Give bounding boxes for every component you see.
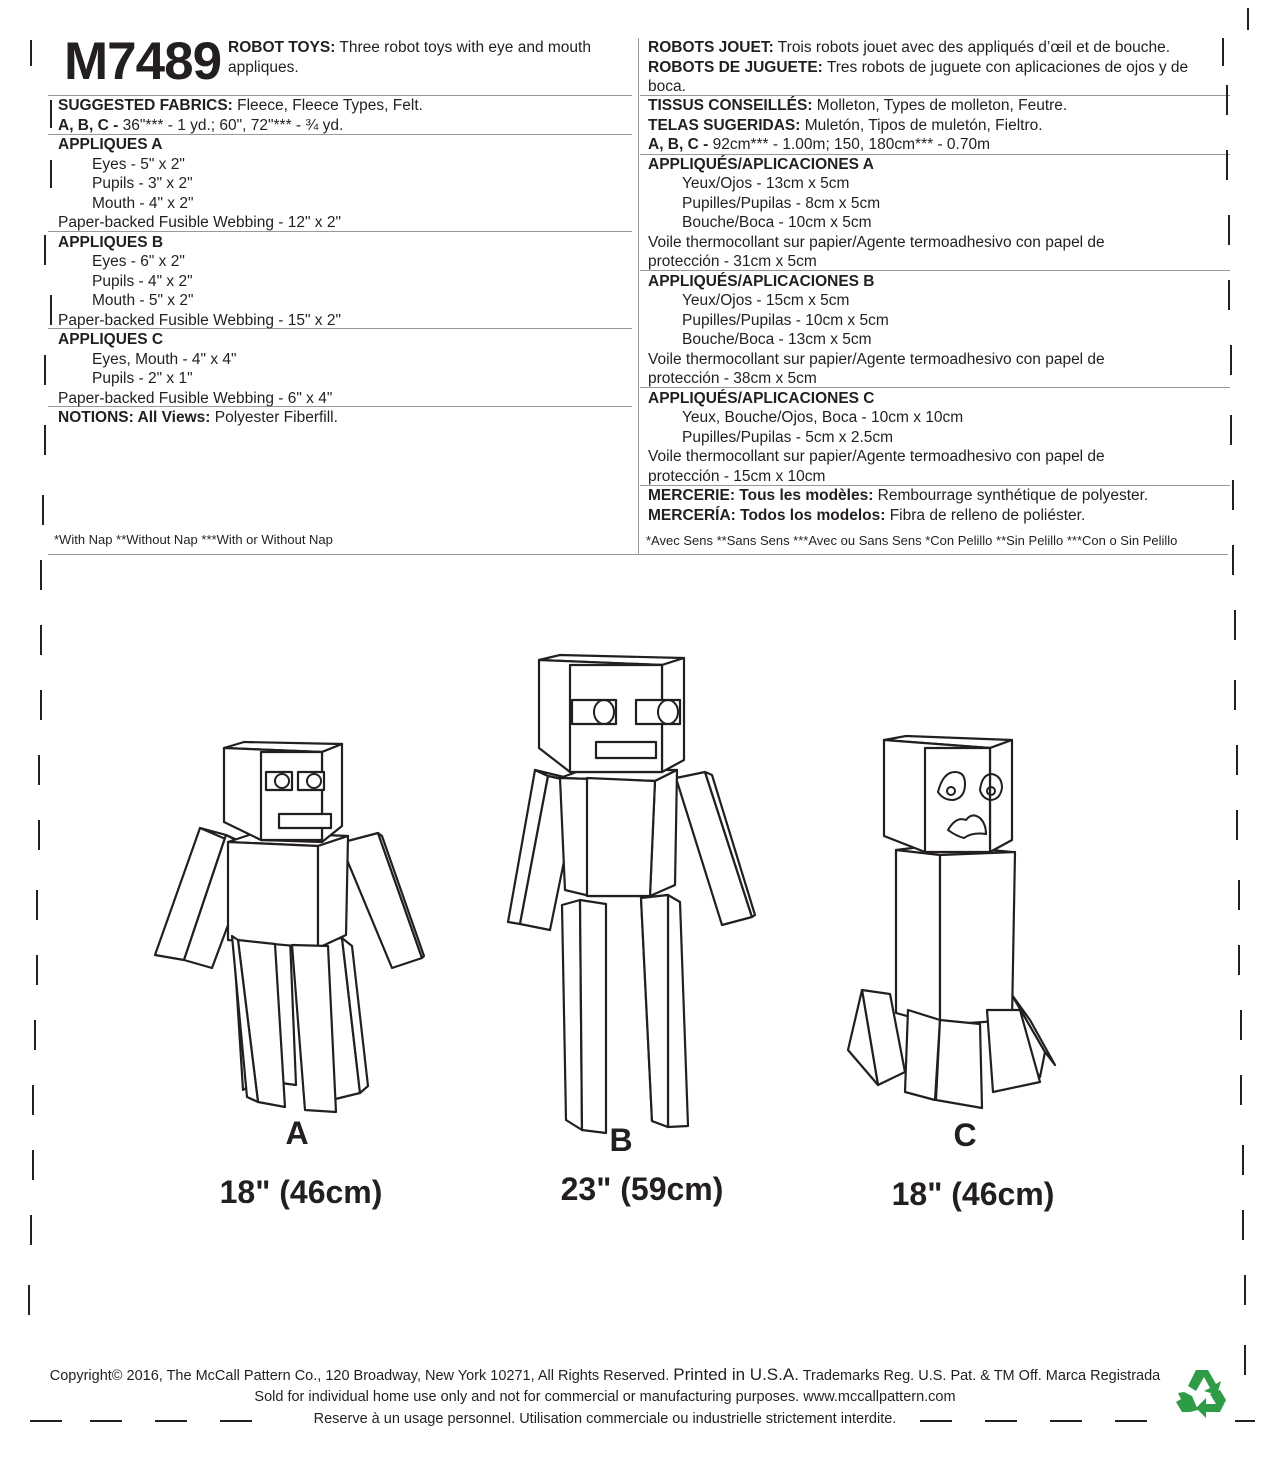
sold-line: Sold for individual home use only and not for commercial or manufacturing purposes. www.mccallpattern.com: [254, 1389, 956, 1405]
notions-line: [58, 408, 338, 428]
trademark-text: Trademarks Reg. U.S. Pat. & TM Off. Marca Registrada: [802, 1368, 1161, 1384]
appliques-c-heading: APPLIQUES C: [58, 331, 164, 348]
title-spanish-cont: boca.: [648, 78, 686, 95]
view-size-c: 18" (46cm): [891, 1176, 1055, 1212]
applique-item: Eyes, Mouth - 4" x 4": [92, 350, 237, 368]
copyright-text: Copyright© 2016, The McCall Pattern Co., 120 Broadway, New York 10271, All Rights Reserved.: [49, 1368, 670, 1384]
column-divider: [638, 38, 639, 554]
applique-item: Pupilles/Pupilas - 8cm x 5cm: [682, 194, 881, 212]
view-letter-b: B: [609, 1122, 633, 1158]
applique-item: Yeux, Bouche/Ojos, Boca - 10cm x 10cm: [682, 409, 964, 426]
webbing-line: Paper-backed Fusible Webbing - 12" x 2": [58, 214, 341, 231]
webbing-line-cont: protección - 15cm x 10cm: [648, 467, 826, 485]
reserve-line: Reserve à un usage personnel. Utilisation commerciale ou industrielle strictement interdite.: [313, 1411, 897, 1427]
applique-item: Mouth - 4" x 2": [92, 194, 194, 212]
applique-item: Bouche/Boca - 13cm x 5cm: [682, 331, 872, 348]
robot-c-drawing: [848, 736, 1055, 1108]
title-label: ROBOTS DE JUGUETE:: [648, 58, 823, 76]
view-size-a: 18" (46cm): [219, 1174, 383, 1210]
cut-mark: [1230, 345, 1232, 375]
robot-a-drawing: [155, 742, 424, 1112]
webbing-line: Voile thermocollant sur papier/Agente termoadhesivo con papel de: [648, 233, 1105, 251]
applique-item: Yeux/Ojos - 13cm x 5cm: [682, 175, 850, 192]
divider: [48, 554, 1228, 555]
cut-mark: [44, 235, 46, 265]
fabrics-label: SUGGESTED FABRICS:: [58, 97, 233, 114]
cut-mark: [1226, 150, 1228, 180]
tissus-line: TISSUS CONSEILLÉS: Molleton, Types de molleton, Feutre.: [648, 97, 1068, 114]
appliques-c-heading: APPLIQUÉS/APLICACIONES C: [648, 389, 875, 407]
title-text: Tres robots de juguete con aplicaciones de ojos y de: [822, 58, 1189, 76]
cut-mark: [30, 40, 32, 66]
robot-illustrations: [0, 560, 1276, 1160]
metrage-line: A, B, C - 92cm*** - 1.00m; 150, 180cm*** - 0.70m: [648, 136, 990, 153]
appliques-a-heading: APPLIQUÉS/APLICACIONES A: [648, 155, 874, 173]
copyright-line: [0, 1364, 1210, 1387]
webbing-line-cont: protección - 38cm x 5cm: [648, 370, 817, 387]
nap-note: *Avec Sens **Sans Sens ***Avec ou Sans Sens *Con Pelillo **Sin Pelillo ***Con o Sin Pelillo: [646, 533, 1178, 548]
webbing-line: Paper-backed Fusible Webbing - 6" x 4": [58, 389, 333, 407]
notions-text: Polyester Fiberfill.: [210, 409, 338, 426]
appliques-b-heading: APPLIQUES B: [58, 233, 164, 251]
cut-mark: [1222, 38, 1224, 66]
cut-mark: [1244, 1345, 1246, 1375]
printed-text: Printed in U.S.A.: [673, 1365, 799, 1384]
applique-item: Pupils - 3" x 2": [92, 175, 193, 192]
cut-mark: [1230, 415, 1232, 445]
view-letter-c: C: [953, 1117, 977, 1153]
pattern-number: M7489: [64, 32, 222, 91]
title-french: [648, 38, 1170, 58]
cut-mark: [1228, 280, 1230, 310]
webbing-line: Voile thermocollant sur papier/Agente termoadhesivo con papel de: [648, 350, 1105, 368]
view-size-b: 23" (59cm): [560, 1171, 724, 1207]
applique-item: Yeux/Ojos - 15cm x 5cm: [682, 292, 850, 309]
applique-item: Eyes - 6" x 2": [92, 253, 185, 270]
title-text: Three robot toys with eye and mouth appliques.: [228, 39, 591, 76]
cut-mark: [1232, 480, 1234, 510]
cut-mark: [42, 495, 44, 525]
applique-item: Eyes - 5" x 2": [92, 155, 185, 173]
cut-mark: [44, 355, 46, 385]
telas-line: TELAS SUGERIDAS: Muletón, Tipos de muletón, Fieltro.: [648, 116, 1043, 134]
yardage-label: A, B, C -: [58, 116, 119, 134]
webbing-line: Paper-backed Fusible Webbing - 15" x 2": [58, 311, 341, 329]
appliques-a-heading: APPLIQUES A: [58, 136, 163, 153]
cut-mark: [28, 1285, 30, 1315]
nap-note: *With Nap **Without Nap ***With or Without Nap: [54, 532, 333, 547]
cut-mark: [50, 160, 52, 188]
view-letter-a: A: [285, 1115, 309, 1151]
fabrics-text: Fleece, Fleece Types, Felt.: [232, 97, 423, 114]
cut-mark: [1226, 85, 1228, 115]
notions-label: NOTIONS: All Views:: [58, 409, 211, 426]
title-label: ROBOT TOYS:: [228, 39, 336, 56]
mercerie-line: MERCERIE: Tous les modèles: Rembourrage synthétique de polyester.: [648, 487, 1149, 504]
applique-item: Pupilles/Pupilas - 5cm x 2.5cm: [682, 428, 894, 446]
applique-item: Mouth - 5" x 2": [92, 292, 194, 309]
cut-mark: [50, 100, 52, 128]
cut-mark: [1244, 1275, 1246, 1305]
title-text: Trois robots jouet avec des appliqués d’œil et de bouche.: [773, 39, 1171, 56]
cut-mark: [1235, 1420, 1255, 1422]
title-english: [228, 38, 638, 77]
cut-mark: [44, 425, 46, 455]
cut-mark: [1242, 1210, 1244, 1240]
applique-item: Pupilles/Pupilas - 10cm x 5cm: [682, 311, 889, 329]
yardage-line: [58, 116, 343, 136]
robot-b-drawing: [508, 655, 755, 1133]
cut-mark: [1228, 215, 1230, 245]
webbing-line-cont: protección - 31cm x 5cm: [648, 253, 817, 270]
applique-item: Pupils - 4" x 2": [92, 272, 193, 290]
title-spanish: [648, 58, 1188, 78]
title-label: ROBOTS JOUET:: [648, 39, 774, 56]
cut-mark: [1247, 8, 1249, 30]
webbing-line: Voile thermocollant sur papier/Agente termoadhesivo con papel de: [648, 448, 1105, 465]
applique-item: Pupils - 2" x 1": [92, 370, 193, 387]
recycle-icon: [1176, 1366, 1232, 1418]
fabrics-line: [58, 96, 423, 116]
yardage-text: 36"*** - 1 yd.; 60", 72"*** - ¾ yd.: [118, 116, 344, 134]
merceria-line: MERCERÍA: Todos los modelos: Fibra de relleno de poliéster.: [648, 506, 1086, 524]
cut-mark: [30, 1215, 32, 1245]
applique-item: Bouche/Boca - 10cm x 5cm: [682, 214, 872, 231]
cut-mark: [50, 295, 52, 325]
appliques-b-heading: APPLIQUÉS/APLICACIONES B: [648, 272, 875, 290]
